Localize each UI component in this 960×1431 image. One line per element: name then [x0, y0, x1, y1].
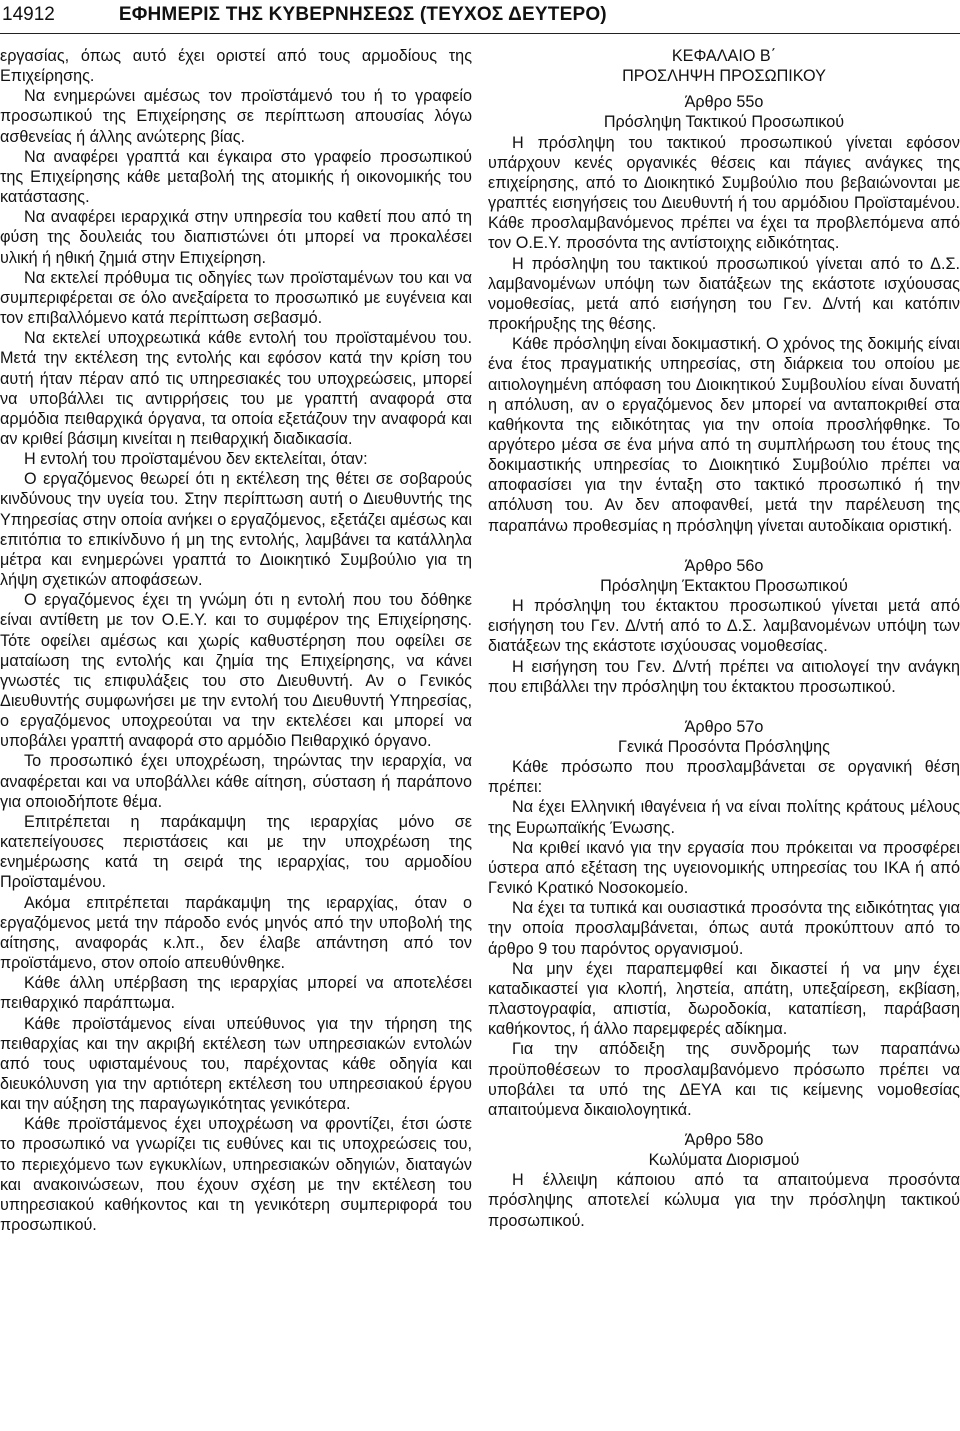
chapter-label: ΚΕΦΑΛΑΙΟ Β΄ — [671, 47, 777, 65]
paragraph: Ο εργαζόμενος έχει τη γνώμη ότι η εντολή που του δόθηκε είναι αντίθετη με τον Ο.Ε.Υ. και το συμφέρον της Επιχείρησης. Τότε οφείλει αμέσως και χωρίς καθυστέρηση που οφείλει σε ματαίωση της εντολής και ζημία της Επιχείρησης, να κάνει γνωστές τις επιφυλάξεις του στο Διευθυντή. Αν ο Γενικός Διευθυντής συμφωνήσει με την εντολή του Διευθυντή Υπηρεσίας, ο εργαζόμενος υποχρεούται να την εκτελέσει και μπορεί να υποβάλει γραπτή αναφορά στο αρμόδιο Πειθαρχικό όργανο. — [0, 591, 472, 751]
paragraph: Να αναφέρει ιεραρχικά στην υπηρεσία του καθετί που από τη φύση της δουλειάς του διαπιστώνει ότι μπορεί να προκαλέσει υλική ή ηθική ζημιά στην Επιχείρηση. — [0, 208, 472, 267]
paragraph: Η πρόσληψη του τακτικού προσωπικού γίνεται εφόσον υπάρχουν κενές οργανικές θέσεις και πάγιες ανάγκες της επιχείρησης, από το Διοικητικό Συμβούλιο που βεβαιώνονται με γραπτές εισηγήσεις του Διευθυντή ή του αρμόδιου Προϊσταμένου. Κάθε προσλαμβανόμενος πρέπει να έχει τα προβλεπόμενα από τον Ο.Ε.Υ. προσόντα της αντίστοιχης ειδικότητας. — [488, 133, 960, 253]
paragraph: Η πρόσληψη του τακτικού προσωπικού γίνεται από το Δ.Σ. λαμβανομένων υπόψη των διατάξεων της εκάστοτε ισχύουσας νομοθεσίας, μετά από εισήγηση του Γεν. Δ/ντή και κατόπιν προκήρυξης της θέσης. — [488, 254, 960, 334]
paragraph: Κάθε πρόσληψη είναι δοκιμαστική. Ο χρόνος της δοκιμής είναι ένα έτος πραγματικής υπηρεσίας, στη διάρκεια του οποίου με αιτιολογημένη απόφαση του Διοικητικού Συμβουλίου είναι δυνατή η απόλυση, αν ο εργαζόμενος δεν μπορεί να ανταποκριθεί στα καθήκοντα της ειδικότητας για την οποία προσλήφθηκε. Το αργότερο μέσα σε ένα μήνα από τη συμπλήρωση του έτους της δοκιμαστικής υπηρεσίας το Διοικητικό Συμβούλιο πρέπει να αποφασίσει για την ένταξη στο τακτικό προσωπικό ή την απόλυση του. Αν δεν αποφανθεί, μετά την παρέλευση της παραπάνω προθεσμίας η πρόσληψη γίνεται αυτοδίκαια οριστική. — [488, 335, 960, 535]
paragraph: εργασίας, όπως αυτό έχει οριστεί από τους αρμοδίους της Επιχείρησης. — [0, 47, 472, 86]
paragraph: Να έχει Ελληνική ιθαγένεια ή να είναι πολίτης κράτους μέλους της Ευρωπαϊκής Ένωσης. — [488, 798, 960, 837]
paragraph: Κάθε προϊστάμενος είναι υπεύθυνος για την τήρηση της πειθαρχίας και την ακριβή εκτέλεση των υπηρεσιακών εντολών από τους υφισταμένους του, παρέχοντας κάθε οδηγία και διευκόλυνση για την αρτιότερη εκτέλεση του υπηρεσιακού έργου και την αύξηση της παραγωγικότητας γενικότερα. — [0, 1014, 472, 1114]
article-title: Πρόσληψη Έκτακτου Προσωπικού — [600, 576, 848, 595]
paragraph: Η έλλειψη κάποιου από τα απαιτούμενα προσόντα πρόσληψης αποτελεί κώλυμα για την πρόσληψη τακτικού προσωπικού. — [488, 1171, 960, 1230]
article-number: Άρθρο 56ο — [684, 556, 764, 575]
paragraph: Να ενημερώνει αμέσως τον προϊστάμενό του ή το γραφείο προσωπικού της Επιχείρησης σε περίπτωση απουσίας λόγω ασθενείας ή άλλης ανώτερης βίας. — [0, 87, 472, 146]
paragraph: Ο εργαζόμενος θεωρεί ότι η εκτέλεση της θέτει σε σοβαρούς κινδύνους την υγεία του. Στην περίπτωση αυτή ο Διευθυντής της Υπηρεσίας στην οποία ανήκει ο εργαζόμενος, εξετάζει αμέσως και επιτόπια το επικίνδυνο ή μη της εντολής, λαμβάνει τα κατάλληλα μέτρα και ενημερώνει γραπτά το Διοικητικό Συμβούλιο για τη λήψη σχετικών αποφάσεων. — [0, 470, 472, 590]
paragraph: Να εκτελεί πρόθυμα τις οδηγίες των προϊσταμένων του και να συμπεριφέρεται σε όλο ανεξαίρετα το προσωπικό με ευγένεια και τον επιβαλλόμενο κατά περίπτωση σεβασμό. — [0, 268, 472, 328]
header-rule — [0, 33, 960, 34]
left-column — [0, 46, 472, 1235]
paragraph: Η εντολή του προϊσταμένου δεν εκτελείται, όταν: — [24, 450, 368, 469]
paragraph: Επιτρέπεται η παράκαμψη της ιεραρχίας μόνο σε κατεπείγουσες περιστάσεις και με την υποχρέωση της ενημέρωσης κατά τη σειρά της ιεραρχίας, του αρμοδίου Προϊσταμένου. — [0, 812, 472, 892]
paragraph: Κάθε προϊστάμενος έχει υποχρέωση να φροντίζει, έτσι ώστε το προσωπικό να γνωρίζει τις ευθύνες και τις υποχρεώσεις του, το περιεχόμενο των εγκυκλίων, υπηρεσιακών οδηγιών, διαταγών και ανακοινώσεων, που έχουν σχέση με την εκτέλεση του υπηρεσιακού καθήκοντος και τη γενικότερη συμπεριφορά του προσωπικού. — [0, 1115, 472, 1235]
page-number: 14912 — [2, 4, 55, 25]
paragraph: Η εισήγηση του Γεν. Δ/ντή πρέπει να αιτιολογεί την ανάγκη που επιβάλλει την πρόσληψη του έκτακτου προσωπικού. — [488, 657, 960, 696]
article-title: Κωλύματα Διορισμού — [648, 1151, 800, 1170]
article-number: Άρθρο 55ο — [684, 93, 764, 112]
article-title: Πρόσληψη Τακτικού Προσωπικού — [603, 113, 845, 132]
paragraph: Το προσωπικό έχει υποχρέωση, τηρώντας την ιεραρχία, να αναφέρεται και να υποβάλλει κάθε αίτηση, σύσταση ή παράπονο για οποιοδήποτε θέμα. — [0, 752, 472, 811]
chapter-title: ΠΡΟΣΛΗΨΗ ΠΡΟΣΩΠΙΚΟΥ — [622, 67, 826, 86]
paragraph: Για την απόδειξη της συνδρομής των παραπάνω προϋποθέσεων το προσλαμβανόμενο πρόσωπο πρέπει να υποβάλει τα υπό της ΔΕΥΑ και τις κείμενης νομοθεσίας απαιτούμενα δικαιολογητικά. — [488, 1040, 960, 1119]
article-number: Άρθρο 57ο — [684, 717, 764, 736]
paragraph: Να εκτελεί υποχρεωτικά κάθε εντολή του προϊσταμένου του. Μετά την εκτέλεση της εντολής και εφόσον κατά την κρίση του αυτή ήταν πέραν από τις υπηρεσιακές του υποχρεώσεις, μπορεί να υποβάλλει τις αντιρρήσεις του με γραπτή αναφορά στα αρμόδια πειθαρχικά όργανα, τα οποία εξετάζουν την αναφορά και αν κριθεί βάσιμη κινείται η πειθαρχική διαδικασία. — [0, 329, 472, 448]
paragraph: Ακόμα επιτρέπεται παράκαμψη της ιεραρχίας, όταν ο εργαζόμενος μετά την πάροδο ενός μηνός από την υποβολή της αίτησης, αναφοράς κ.λπ., δεν έλαβε απάντηση από τον προϊστάμενο, στον οποίο απευθύνθηκε. — [0, 893, 472, 973]
paragraph: Κάθε πρόσωπο που προσλαμβάνεται σε οργανική θέση πρέπει: — [488, 758, 960, 797]
right-column — [488, 46, 960, 1231]
page-header — [0, 0, 960, 30]
paragraph: Να κριθεί ικανό για την εργασία που πρόκειται να προσφέρει ύστερα από εξέταση της υγειονομικής υπηρεσίας του ΙΚΑ ή από Γενικό Κρατικό Νοσοκομείο. — [488, 838, 960, 898]
gazette-title: ΕΦΗΜΕΡΙΣ ΤΗΣ ΚΥΒΕΡΝΗΣΕΩΣ (ΤΕΥΧΟΣ ΔΕΥΤΕΡΟ) — [118, 4, 607, 25]
paragraph: Η πρόσληψη του έκτακτου προσωπικού γίνεται μετά από εισήγηση του Γεν. Δ/ντή από το Δ.Σ. λαμβανομένων υπόψη των διατάξεων της εκάστοτε ισχύουσας νομοθεσίας. — [488, 597, 960, 656]
article-title: Γενικά Προσόντα Πρόσληψης — [618, 738, 830, 756]
article-number: Άρθρο 58ο — [684, 1130, 764, 1149]
paragraph: Κάθε άλλη υπέρβαση της ιεραρχίας μπορεί να αποτελέσει πειθαρχικό παράπτωμα. — [0, 974, 472, 1013]
paragraph: Να έχει τα τυπικά και ουσιαστικά προσόντα της ειδικότητας για την οποία προσλαμβάνεται, όπως αυτά προκύπτουν από το άρθρο 9 του παρόντος οργανισμού. — [488, 899, 960, 958]
paragraph: Να αναφέρει γραπτά και έγκαιρα στο γραφείο προσωπικού της Επιχείρησης κάθε μεταβολή της ατομικής ή οικονομικής του κατάστασης. — [0, 147, 472, 207]
paragraph: Να μην έχει παραπεμφθεί και δικαστεί ή να μην έχει καταδικαστεί για κλοπή, ληστεία, απάτη, υπεξαίρεση, εκβίαση, πλαστογραφία, απιστία, δωροδοκία, καταπίεση, παράβαση καθήκοντος, ή άλλο παρεμφερές αδίκημα. — [488, 959, 960, 1039]
